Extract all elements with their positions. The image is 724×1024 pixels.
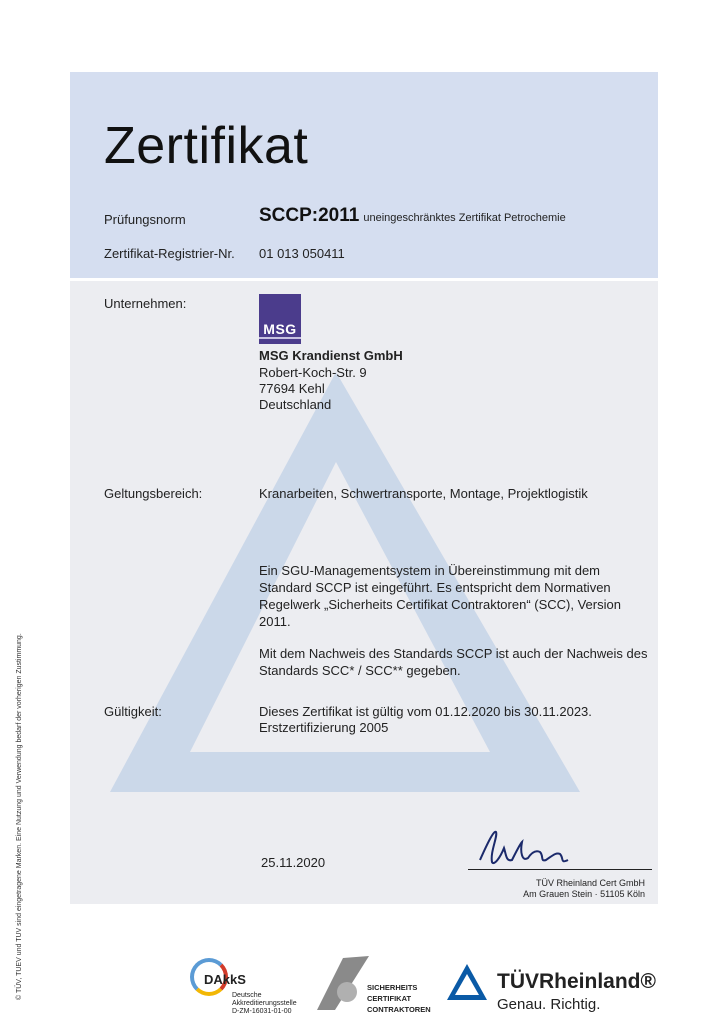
company-label: Unternehmen: <box>104 296 187 311</box>
dakks-line-2: Akkreditierungsstelle <box>232 1000 297 1007</box>
norm-value <box>259 205 566 226</box>
first-certification: Erstzertifizierung 2005 <box>259 720 389 735</box>
dakks-text <box>232 992 297 1016</box>
validity-label: Gültigkeit: <box>104 704 162 719</box>
scope-label: Geltungsbereich: <box>104 486 203 501</box>
tuv-rheinland-logo <box>445 958 665 1018</box>
issuer-address: Am Grauen Stein · 51105 Köln <box>523 889 645 899</box>
msg-logo <box>259 294 301 344</box>
dakks-line-3: D-ZM-16031-01-00 <box>232 1008 292 1015</box>
scc-emblem-icon <box>313 952 373 1014</box>
issuer-name: TÜV Rheinland Cert GmbH <box>535 878 645 888</box>
tuv-triangle-icon <box>445 962 489 1002</box>
registration-number: 01 013 050411 <box>259 246 345 261</box>
signature-line <box>468 869 652 870</box>
tuv-name: TÜVRheinland® <box>497 970 656 993</box>
statement-paragraph-1: Ein SGU-Managementsystem in Übereinstimmung mit dem Standard SCCP ist eingeführt. Es entspricht dem Normativen Regelwerk „Sicherheits Certifikat Contraktoren“ (SCC), Version 2011. <box>259 563 621 629</box>
scope-text: Kranarbeiten, Schwertransporte, Montage, Projektlogistik <box>259 486 588 501</box>
msg-logo-text: MSG <box>263 321 297 337</box>
validity-period: Dieses Zertifikat ist gültig vom 01.12.2020 bis 30.11.2023. <box>259 704 592 719</box>
scc-line-1: SICHERHEITS <box>367 983 418 992</box>
registration-label: Zertifikat-Registrier-Nr. <box>104 246 235 261</box>
dakks-name: DAkkS <box>204 972 246 987</box>
dakks-logo <box>190 958 300 1014</box>
msg-logo-stripe <box>259 337 301 339</box>
norm-description: uneingeschränktes Zertifikat Petrochemie <box>363 212 566 224</box>
issuer-block <box>450 878 645 900</box>
statement-paragraph-2: Mit dem Nachweis des Standards SCCP ist auch der Nachweis des Standards SCC* / SCC** gegeben. <box>259 646 648 678</box>
certificate-sheet <box>70 72 658 904</box>
scc-line-2: CERTIFIKAT <box>367 994 412 1003</box>
trademark-note: © TÜV, TUEV und TUV sind eingetragene Marken. Eine Nutzung und Verwendung bedarf der vorherigen Zustimmung. <box>16 633 23 1000</box>
norm-label: Prüfungsnorm <box>104 212 186 227</box>
norm-code: SCCP:2011 <box>259 205 360 226</box>
certificate-title: Zertifikat <box>104 117 309 175</box>
dakks-line-1: Deutsche <box>232 992 262 999</box>
company-name: MSG Krandienst GmbH <box>259 348 403 363</box>
company-city: 77694 Kehl <box>259 381 325 396</box>
company-country: Deutschland <box>259 397 332 412</box>
issue-date: 25.11.2020 <box>261 855 326 870</box>
scc-line-3: CONTRAKTOREN <box>367 1005 431 1014</box>
footer-logos <box>0 950 724 1020</box>
company-street: Robert-Koch-Str. 9 <box>259 365 367 380</box>
signature <box>460 822 658 872</box>
scc-text <box>367 982 431 1015</box>
scc-logo <box>313 952 438 1014</box>
tuv-tagline: Genau. Richtig. <box>497 996 601 1013</box>
